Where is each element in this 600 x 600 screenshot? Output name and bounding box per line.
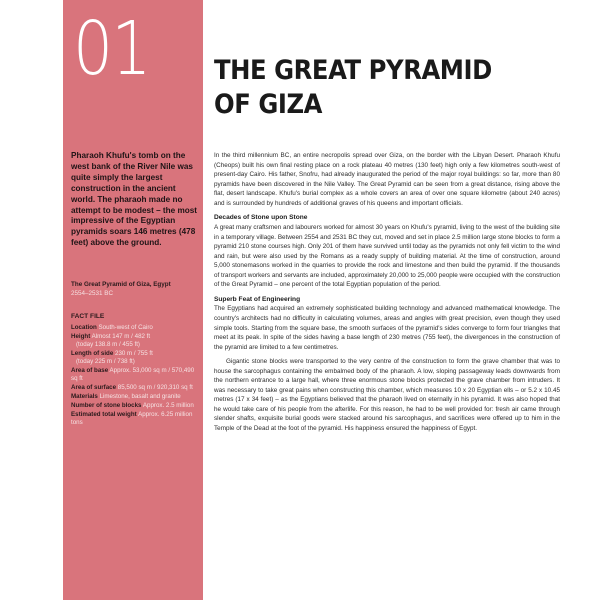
fact-label: Location	[71, 324, 97, 332]
fact-value: South-west of Cairo	[98, 324, 153, 332]
fact-area-of-surface	[71, 384, 197, 392]
intro-text: Pharaoh Khufu's tomb on the west bank of the River Nile was quite simply the largest construction in the ancient world. The pharaoh made no attempt to be modest – the most impressive of the Egyptian pyramids soars 146 metres (478 feet) above the ground.	[71, 151, 198, 248]
fact-label: Estimated total weight	[71, 410, 137, 418]
fact-value: Approx. 2.5 million	[142, 401, 194, 409]
fact-label: Length of side	[71, 350, 114, 358]
section-heading: Decades of Stone upon Stone	[214, 214, 308, 222]
fact-length-of-side	[71, 350, 197, 366]
paragraph: Gigantic stone blocks were transported to the very centre of the construction to form the grave chamber that was to house the sarcophagus containing the embalmed body of the pharaoh. A low, sloping passageway leads downwards from the northern entrance to a large hall, where three enormous stone blocks protected the grave chamber from intruders. It was necessary to take great pains when constructing this chamber, which measures 10 x 20 Egyptian ells – or 5.2 x 10.45 metres (17 x 34 feet) – as the Egyptians believed that the pharaoh lived on eternally in his pyramid. It was also hoped that he would take care of his people from the afterlife. For this reason, he had to be well provided for: fresh air came through slender shafts, exquisite burial goods were stacked around his sarcophagus, and sacrifices were offered up to him in the Temple of the Dead at the foot of the pyramid. His happiness ensured the happiness of Egypt.	[214, 358, 560, 432]
caption-dates: 2554–2531 BC	[71, 289, 114, 297]
fact-value: 85,500 sq m / 920,310 sq ft	[117, 384, 193, 391]
fact-file	[71, 313, 197, 428]
caption-place: The Great Pyramid of Giza, Egypt	[71, 281, 171, 288]
fact-subvalue: (today 138.8 m / 455 ft)	[76, 341, 140, 349]
paragraph: In the third millennium BC, an entire necropolis spread over Giza, on the border with the Libyan Desert. Pharaoh Khufu (Cheops) built his own final resting place on a rock plateau 40 metres (130 feet) high only a few kilometres south-west of present-day Cairo. His father, Snofru, had already inaugurated the period of the major royal buildings: so far, more than 80 pyramids have been discovered in the Nile Valley. The Great Pyramid can be seen from a great distance, rising above the flat, desert landscape. Khufu's burial complex as a whole covers an area of over one square kilometre (about 240 acres) and is surrounded by hundreds of additional graves of his queens and important officials.	[214, 152, 560, 207]
fact-total-weight	[71, 411, 197, 427]
page-title	[214, 54, 511, 123]
fact-value: Almost 147 m / 482 ft	[91, 333, 151, 341]
fact-value: Approx. 6.25 million tons	[71, 410, 193, 426]
article-body	[214, 151, 560, 438]
fact-label: Height	[71, 333, 91, 341]
fact-height	[71, 333, 197, 349]
fact-file-heading: FACT FILE	[71, 313, 105, 320]
fact-label: Number of stone blocks	[71, 401, 142, 409]
chapter-number: 01	[73, 6, 150, 92]
fact-value: Limestone, basalt and granite	[99, 392, 181, 400]
section-heading: Superb Feat of Engineering	[214, 295, 301, 303]
title-line-1: THE GREAT PYRAMID	[214, 55, 492, 86]
paragraph: A great many craftsmen and labourers worked for almost 30 years on Khufu's pyramid, living to the west of the building site in a temporary village. Between 2554 and 2531 BC they cut, moved and set in place 2.5 million large stone blocks to form a pyramid 210 stone courses high. Only 201 of them have survived until today as the pyramids not only fell victim to the wind and rain, but were also used by the Romans as a ready supply of building material. At the time of construction, around 5,000 stonemasons worked in the quarries to provide the rock and limestone and then build the pyramid. If the thousands of transport workers and servants are included, approximately 20,000 to 25,000 people were occupied with the construction of the Great Pyramid – one percent of the total Egyptian population of the period.	[214, 223, 560, 289]
paragraph: The Egyptians had acquired an extremely sophisticated building technology and advanced mathematical knowledge. The country's architects had no difficulty in calculating volumes, areas and angles with great precision, even though they used simple tools. Starting from the square base, the smooth surfaces of the pyramid's sides converge to form four triangles that meet at its peak. In spite of the sides having a base length of 230 metres (755 feet), the divergences in the construction of the pyramid are limited to a few centimetres.	[214, 305, 560, 351]
fact-materials	[71, 393, 197, 401]
fact-value: Approx. 53,000 sq m / 570,490 sq ft	[71, 367, 195, 383]
pink-sidebar	[63, 0, 203, 600]
fact-label: Area of base	[71, 367, 109, 375]
fact-label: Materials	[71, 392, 98, 400]
fact-subvalue: (today 225 m / 738 ft)	[76, 358, 135, 366]
title-line-2: OF GIZA	[214, 89, 322, 121]
fact-label: Area of surface	[71, 384, 117, 391]
fact-area-of-base	[71, 367, 197, 383]
fact-number-of-blocks	[71, 402, 197, 410]
fact-value: 230 m / 755 ft	[115, 350, 153, 358]
image-caption	[71, 281, 197, 298]
fact-location	[71, 324, 197, 332]
